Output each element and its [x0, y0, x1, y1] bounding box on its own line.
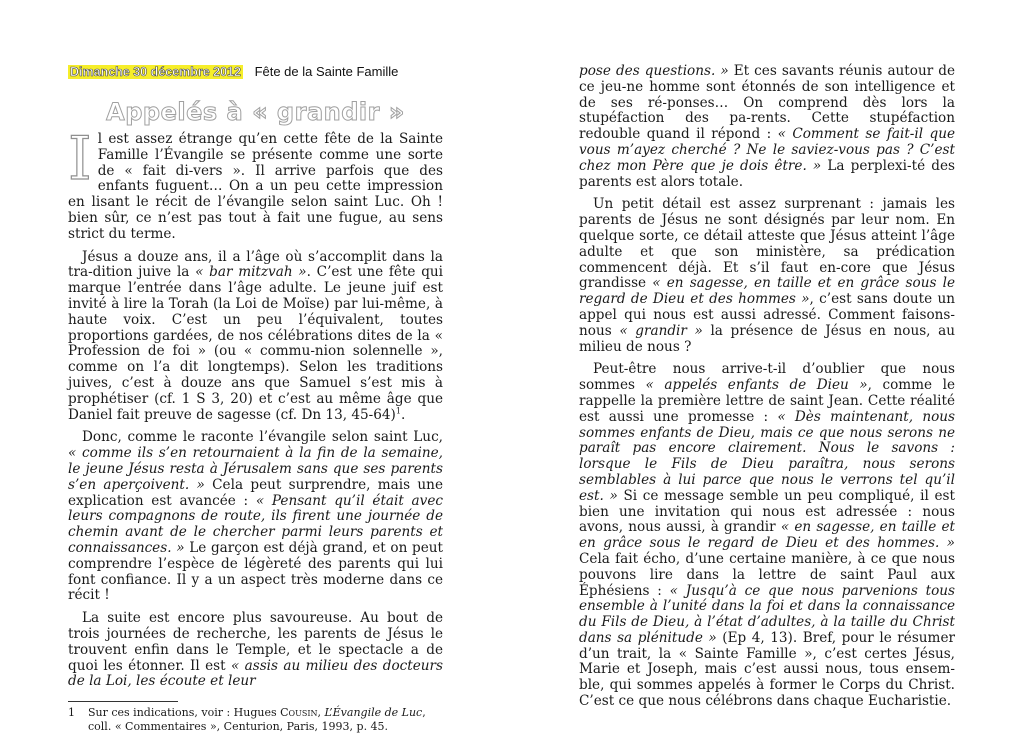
text-span: . C’est une fête qui marque l’entrée dans l’âge adulte. Le jeune juif est invité à lire la Torah (la Loi de Moïse) par lui-même, à haute voix. C’est un peu l’équivalent, toutes proportions gardées, de nos célébrations dites de la « Profession de foi » (ou « commu-nion solennelle », comme on l’a dit longtemps). Selon les traditions juives, c’est à douze ans que Samuel s’est mis à prophétiser (cf. 1 S 3, 20) et c’est au même âge que Daniel fait preuve de sagesse (cf. Dn 13, 45-64)	[68, 264, 443, 423]
text-span: Peut-être nous arrive-t-il d’oublier que nous sommes	[579, 361, 955, 394]
text-span: .	[400, 406, 406, 423]
text-span: La suite est encore plus savoureuse. Au bout de trois journées de recherche, les parents de Jésus le trouvent enfin dans le Temple, et le spectacle a de quoi les étonner. Il est	[68, 610, 443, 674]
quote-span: « assis au milieu des docteurs de la Loi, les écoute et leur	[68, 657, 443, 690]
paragraph-7	[579, 362, 955, 710]
footnote	[68, 706, 443, 734]
article-title: Appelés à « grandir »	[106, 98, 405, 126]
quote-span: « Dès maintenant, nous sommes enfants de Dieu, mais ce que nous serons ne paraît pas encore clairement. Nous le savons : lorsque le Fils de Dieu paraîtra, nous serons semblables à lui parce que nous le verrons tel qu’il est. »	[579, 408, 955, 504]
page-header	[68, 64, 443, 86]
text-span: Cela fait écho, d’une certaine manière, à ce que nous pouvons lire dans la lettre de saint Paul aux Éphésiens :	[579, 550, 955, 599]
footnote-ref[interactable]: 1	[395, 406, 401, 416]
quote-span: « Comment se fait-il que vous m’ayez cherché ? Ne le saviez-vous pas ? C’est chez mon Père que je dois être. »	[579, 126, 955, 174]
paragraph-6	[579, 197, 955, 355]
quote-span: pose des questions. »	[579, 63, 729, 79]
text-span: Et ces savants réunis autour de ce jeu-ne homme sont étonnés de son intelligence et de ses ré-ponses… On comprend dès lors la stupéfaction des pa-rents. Cette stupéfaction redouble quand il répond :	[579, 63, 956, 143]
text-span: ,	[317, 706, 325, 720]
quote-span: « comme ils s’en retournaient à la fin de la semaine, le jeune Jésus resta à Jérusalem sans que ses parents s’en aperçoivent. »	[68, 445, 443, 493]
right-column	[579, 64, 955, 717]
quote-span: « Pensant qu’il était avec leurs compagnons de route, ils firent une journée de chemin avant de le chercher parmi leurs parents et connaissances. »	[68, 492, 443, 556]
footnote-text	[88, 706, 443, 734]
quote-span: « en sagesse, en taille et en grâce sous le regard de Dieu et des hommes. »	[579, 519, 955, 552]
text-span: La perplexi-té des parents est alors totale.	[579, 157, 955, 190]
footnote-divider	[68, 701, 178, 702]
paragraph-1-text: l est assez étrange qu’en cette fête de la Sainte Famille l’Évangile se présente comme une sorte de « fait di-vers ». Il arrive parfois que des enfants fuguent… On a un peu cette impression en lisant le récit de l’évangile selon saint Luc. Oh ! bien sûr, ce n’est pas tout à fait une fugue, au sens strict du terme.	[68, 131, 443, 242]
text-span: Jésus a douze ans, il a l’âge où s’accomplit dans la tra-dition juive la	[68, 248, 443, 281]
paragraph-5	[579, 64, 955, 190]
quote-span: « grandir »	[619, 322, 703, 339]
paragraph-4	[68, 611, 443, 690]
text-span: Sur ces indications, voir : Hugues	[88, 706, 281, 720]
feast-name: Fête de la Sainte Famille	[254, 64, 399, 79]
text-span: Le garçon est déjà grand, et on peut comprendre l’espèce de légèreté des parents qui lui font confiance. Il y a un aspect très moderne dans ce récit !	[68, 539, 443, 604]
text-span: Cela peut surprendre, mais une explication est avancée :	[68, 476, 443, 509]
left-column	[68, 64, 443, 734]
author-name: Cousin	[280, 706, 318, 720]
text-span: , c’est sans doute un appel qui nous est aussi adressé. Comment faisons-nous	[579, 291, 955, 339]
text-span: , coll. « Commentaires », Centurion, Paris, 1993, p. 45.	[88, 706, 426, 734]
paragraph-2	[68, 250, 443, 424]
text-span: (Ep 4, 13). Bref, pour le résumer d’un trait, la « Sainte Famille », c’est certes Jésus, Marie et Joseph, mais c’est aussi nous, tous ensem-ble, qui sommes appelés à former le Corps du Christ. C’est ce que nous célébrons dans chaque Eucharistie.	[579, 629, 955, 710]
paragraph-3	[68, 430, 443, 604]
book-title: L’Évangile de Luc	[324, 706, 423, 720]
text-span: Donc, comme le raconte l’évangile selon saint Luc,	[82, 429, 443, 446]
paragraph-1	[68, 124, 443, 243]
drop-cap: I	[68, 124, 92, 194]
text-span: Un petit détail est assez surprenant : jamais les parents de Jésus ne sont désignés par leur nom. En quelque sorte, ce détail atteste que Jésus atteint l’âge adulte et que son ministère, sa prédication commencent déjà. Et s’il faut en-core que Jésus grandisse	[579, 196, 955, 292]
text-span: Si ce message semble un peu compliqué, il est bien une invitation qui nous est adressée : nous avons, nous aussi, à grandir	[579, 487, 955, 536]
text-span: la présence de Jésus en nous, au milieu de nous ?	[579, 322, 955, 355]
date-label: Dimanche 30 décembre 2012	[70, 65, 241, 79]
text-span: , comme le rappelle la première lettre de saint Jean. Cette réalité est aussi une promesse :	[579, 377, 955, 425]
italic-span: « bar mitzvah »	[195, 264, 307, 281]
footnote-number: 1	[68, 706, 75, 720]
quote-span: « Jusqu’à ce que nous parvenions tous ensemble à l’unité dans la foi et dans la connaissance du Fils de Dieu, à l’état d’adultes, à la taille du Christ dans sa plénitude »	[579, 582, 955, 646]
quote-span: « appelés enfants de Dieu »	[645, 377, 868, 394]
quote-span: « en sagesse, en taille et en grâce sous le regard de Dieu et des hommes »	[579, 275, 955, 308]
